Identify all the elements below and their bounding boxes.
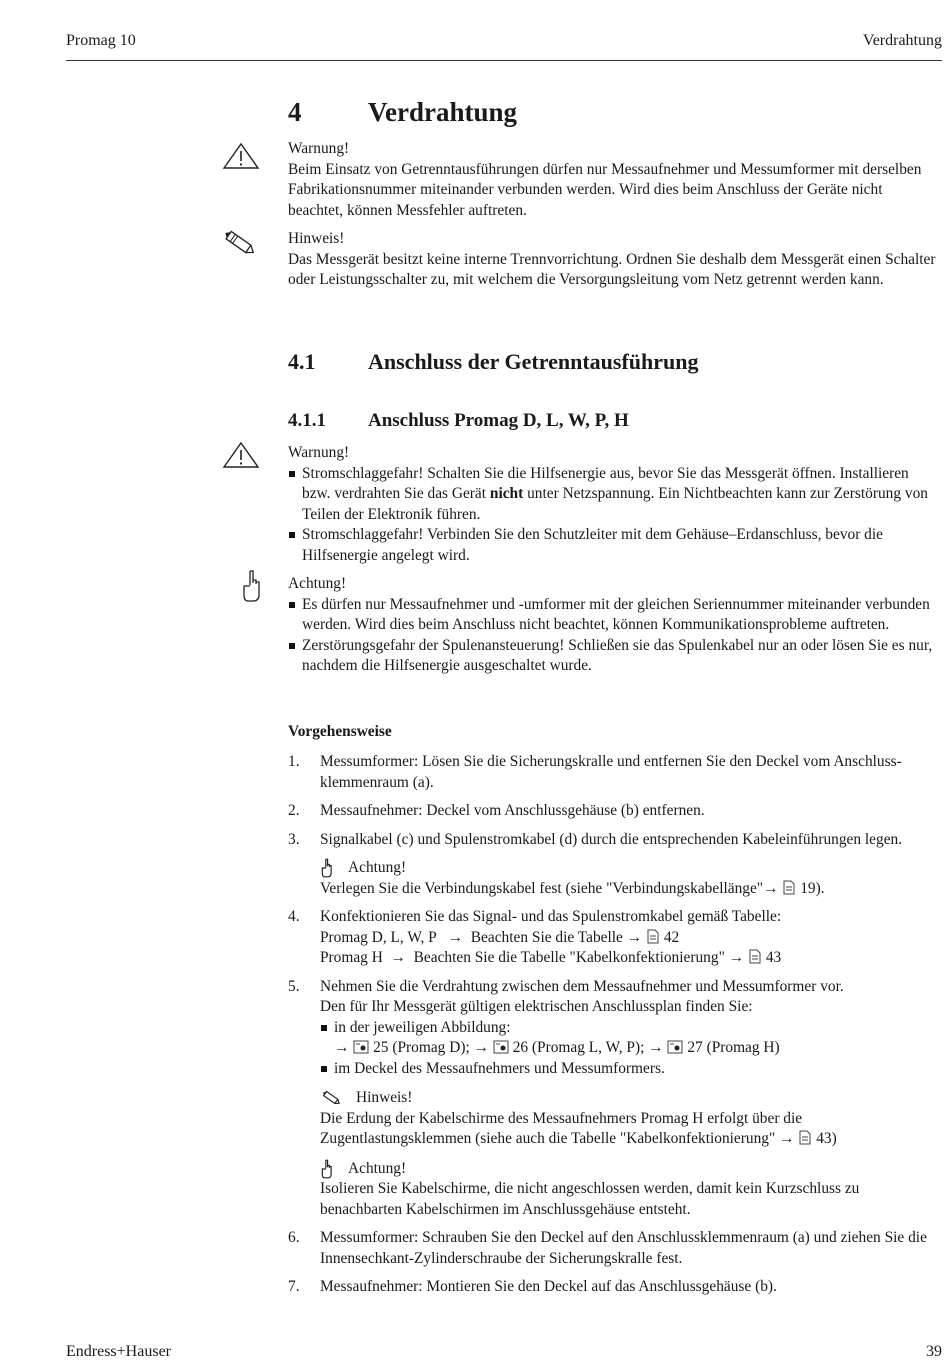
caution-text: Isolieren Sie Kabelschirme, die nicht angeschlossen werden, damit kein Kurzschluss zu benachbarten Kabelschirmen im Anschlussgehäuse entsteht. (320, 1180, 860, 1218)
warning-text: Beim Einsatz von Getrenntausführungen dürfen nur Messaufnehmer und Messumformer mit derselben Fabrikationsnummer miteinander verbunden werden. Wird dies beim Anschluss der Geräte nicht beachtet, können Messfehler auftreten. (288, 160, 922, 219)
warning-icon (222, 142, 260, 170)
figure-ref-icon (353, 1040, 369, 1054)
procedure-heading: Vorgehensweise (288, 723, 392, 740)
table-reference: Beachten Sie die Tabelle "Kabelkonfektionierung" (413, 949, 725, 966)
bullet-emphasis: nicht (489, 485, 524, 502)
header-rule (66, 60, 942, 61)
arrow-icon: → (334, 1039, 350, 1056)
arrow-icon: → (728, 949, 745, 966)
figure-ref-icon (667, 1040, 683, 1054)
page-reference[interactable]: 19). (800, 879, 825, 897)
step-text: Nehmen Sie die Verdrahtung zwischen dem Messaufnehmer und Messumformer vor. (320, 977, 844, 995)
hint-label: Hinweis! (356, 1089, 413, 1106)
warning-bullet: Stromschlaggefahr! Verbinden Sie den Schutzleiter mit dem Gehäuse–Erdanschluss, bevor die Hilfsenergie angelegt wird. (288, 525, 940, 566)
step-number: 7. (288, 1278, 300, 1295)
step-number: 1. (288, 753, 300, 770)
figure-reference[interactable]: 25 (Promag D); (373, 1039, 470, 1056)
arrow-icon: → (390, 949, 406, 966)
step-1 (288, 752, 940, 793)
caution-note (320, 1159, 940, 1180)
step-bullet: im Deckel des Messaufnehmers und Messumformers. (320, 1059, 940, 1080)
page-number: 39 (926, 1343, 942, 1360)
step-text: Signalkabel (c) und Spulenstromkabel (d) durch die entsprechenden Kabeleinführungen legen. (320, 830, 903, 848)
table-reference: Beachten Sie die Tabelle (470, 928, 623, 946)
caution-label: Achtung! (288, 575, 347, 592)
caution-bullet: Zerstörungsgefahr der Spulenansteuerung! Schließen sie das Spulenkabel nur an oder lösen Sie es nur, nachdem die Hilfsenergie ausgeschaltet wurde. (288, 636, 940, 677)
arrow-icon: → (648, 1039, 664, 1056)
header-product: Promag 10 (66, 32, 136, 49)
step-number: 4. (288, 908, 300, 925)
figure-reference[interactable]: 26 (Promag L, W, P); (512, 1039, 645, 1056)
bullet-text: Stromschlaggefahr! Schalten Sie die Hilfsenergie aus, bevor Sie das Messgerät öffnen. Installieren bzw. verdrahten Sie das Gerät (302, 464, 909, 502)
step-4 (288, 907, 940, 969)
warning-bullet (288, 464, 940, 526)
step-text: Messumformer: Lösen Sie die Sicherungskralle und entfernen Sie den Deckel vom Anschlussklemmenraum (a). (320, 753, 902, 791)
subsection-title: Anschluss Promag D, L, W, P, H (368, 410, 629, 431)
step-7 (288, 1277, 940, 1298)
arrow-icon: → (626, 928, 643, 946)
warning-label: Warnung! (288, 444, 350, 461)
procedure-steps (288, 752, 940, 1306)
bullet-text: unter Netzspannung. Ein Nichtbeachten kann zur Zerstörung von Teilen der Elektronik führen. (302, 485, 928, 523)
step-6 (288, 1228, 940, 1269)
step-text: Messumformer: Schrauben Sie den Deckel auf den Anschlussklemmenraum (a) und ziehen Sie die Innensechkant-Zylinderschraube der Sicherungskralle fest. (320, 1229, 927, 1267)
step-2 (288, 801, 940, 822)
hint-text (320, 1109, 940, 1150)
step-3 (288, 830, 940, 900)
caution-note (320, 858, 940, 879)
chapter-title: Verdrahtung (368, 97, 518, 127)
step-line (320, 928, 940, 949)
footer-brand: Endress+Hauser (66, 1343, 171, 1360)
note-text: Das Messgerät besitzt keine interne Trennvorrichtung. Ordnen Sie deshalb dem Messgerät einen Schalter oder Leistungsschalter zu, mit welchem die Versorgungsleitung vom Netz getrennt werden kann. (288, 250, 936, 288)
pointing-hand-icon (320, 1159, 334, 1179)
note-label: Hinweis! (288, 230, 345, 247)
step-bullet: in der jeweiligen Abbildung: (320, 1018, 940, 1039)
subsection-number: 4.1.1 (288, 410, 326, 431)
arrow-icon: → (779, 1130, 795, 1147)
page-reference[interactable]: 43 (765, 949, 782, 966)
header-chapter: Verdrahtung (862, 32, 942, 49)
pencil-note-icon (320, 1090, 342, 1106)
caution-block-1 (288, 574, 940, 677)
hint-note (320, 1088, 940, 1109)
pointing-hand-icon (242, 569, 262, 603)
pointing-hand-icon (320, 858, 334, 878)
section-number: 4.1 (288, 349, 316, 374)
warning-block-1 (288, 139, 940, 221)
figure-reference[interactable]: 27 (Promag H) (687, 1039, 780, 1056)
page-ref-icon (646, 929, 660, 944)
page-ref-icon (782, 880, 796, 895)
warning-icon (222, 441, 260, 469)
arrow-icon: → (447, 928, 464, 946)
step-line (320, 948, 940, 969)
step-5 (288, 977, 940, 1221)
page-reference[interactable]: 42 (663, 928, 680, 946)
device-name: Promag D, L, W, P (320, 928, 437, 946)
warning-block-2 (288, 443, 940, 566)
step-text: Messaufnehmer: Deckel vom Anschlussgehäuse (b) entfernen. (320, 802, 705, 819)
caution-bullet: Es dürfen nur Messaufnehmer und -umformer mit der gleichen Seriennummer miteinander verbunden werden. Wird dies beim Anschluss nicht beachtet, können Kommunikationsprobleme auftreten. (288, 595, 940, 636)
figure-references (320, 1038, 940, 1059)
caution-label: Achtung! (348, 1159, 407, 1177)
chapter-number: 4 (288, 97, 302, 127)
step-number: 2. (288, 802, 300, 819)
page-reference[interactable]: 43) (816, 1130, 837, 1147)
page-ref-icon (748, 949, 762, 964)
step-text: Den für Ihr Messgerät gültigen elektrischen Anschlussplan finden Sie: (320, 998, 753, 1015)
hint-text-body: Die Erdung der Kabelschirme des Messaufnehmers Promag H erfolgt über die Zugentlastungsklemmen (siehe auch die Tabelle "Kabelkonfektionierung" (320, 1109, 803, 1147)
step-number: 5. (288, 977, 300, 995)
arrow-icon: → (473, 1039, 489, 1056)
note-block-1 (288, 229, 940, 291)
page-ref-icon (798, 1130, 812, 1145)
warning-label: Warnung! (288, 140, 350, 157)
step-number: 6. (288, 1229, 300, 1246)
caution-text (320, 879, 940, 900)
step-text: Konfektionieren Sie das Signal- und das Spulenstromkabel gemäß Tabelle: (320, 908, 782, 925)
step-number: 3. (288, 830, 300, 848)
section-title: Anschluss der Getrenntausführung (368, 349, 699, 374)
caution-text-body: Verlegen Sie die Verbindungskabel fest (siehe "Verbindungskabellänge"→ (320, 879, 779, 897)
figure-ref-icon (493, 1040, 509, 1054)
pencil-note-icon (220, 229, 258, 257)
step-text: Messaufnehmer: Montieren Sie den Deckel auf das Anschlussgehäuse (b). (320, 1278, 777, 1295)
device-name: Promag H (320, 949, 383, 966)
caution-label: Achtung! (348, 859, 407, 876)
